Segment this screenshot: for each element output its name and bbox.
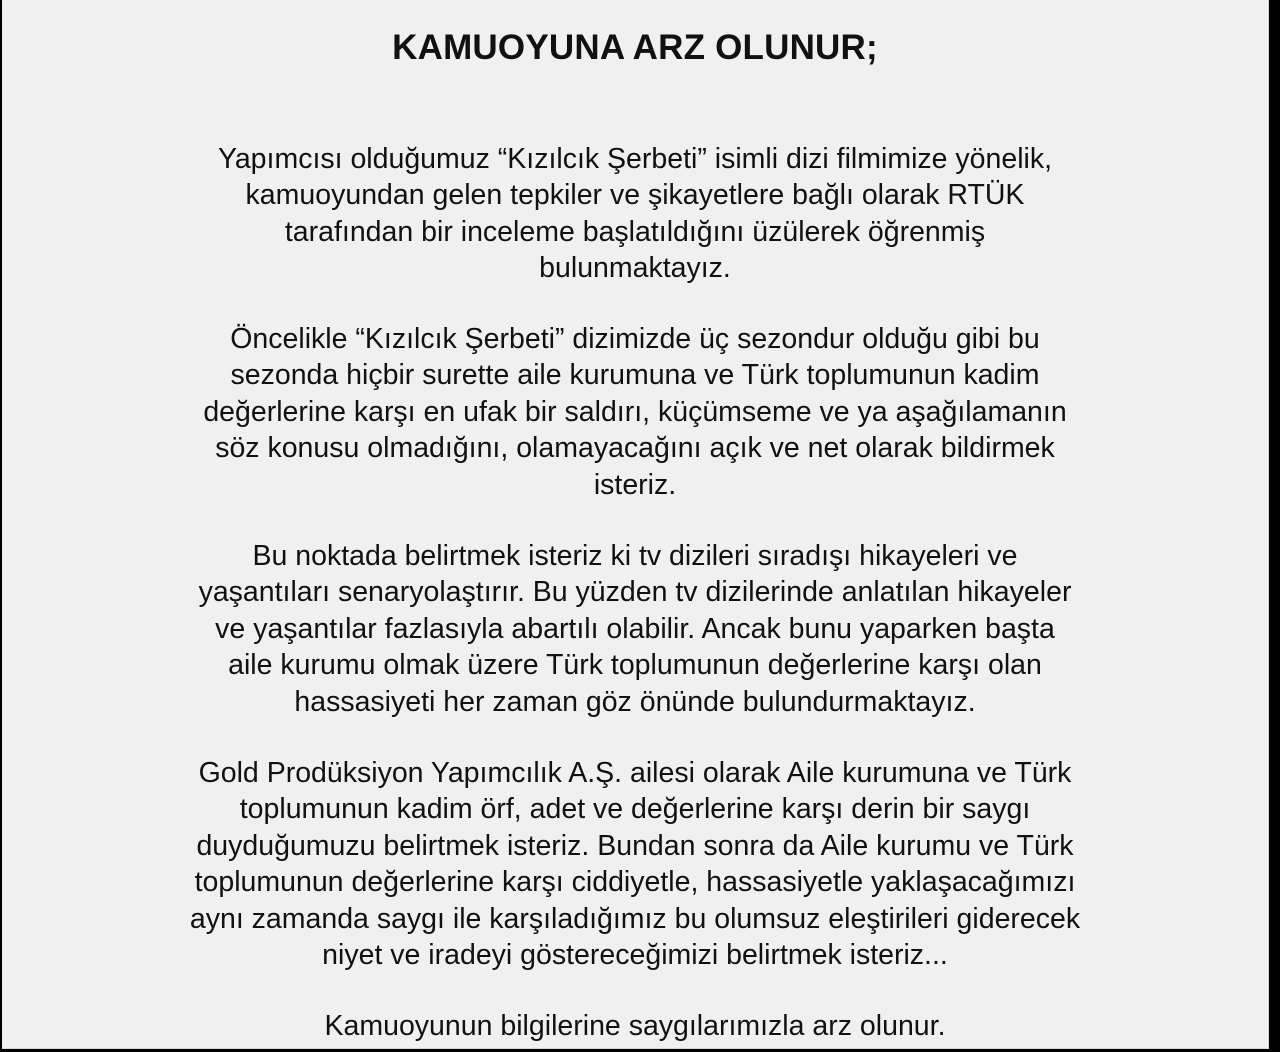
text-line: kamuoyundan gelen tepkiler ve şikayetlere bağlı olarak RTÜK bbox=[245, 179, 1025, 212]
text-line: yaşantıları senaryolaştırır. Bu yüzden tv dizilerinde anlatılan hikayeler bbox=[198, 576, 1072, 609]
statement-title: KAMUOYUNA ARZ OLUNUR; bbox=[392, 28, 878, 67]
paragraph-gold-produksiyon-respect bbox=[2, 755, 1268, 973]
text-line: Gold Prodüksiyon Yapımcılık A.Ş. ailesi olarak Aile kurumuna ve Türk bbox=[198, 757, 1072, 789]
text-line: söz konusu olmadığını, olamayacağını açık ve net olarak bildirmek bbox=[215, 432, 1055, 465]
text-line: aile kurumu olmak üzere Türk toplumunun değerlerine karşı olan bbox=[228, 649, 1042, 682]
text-line: ve yaşantılar fazlasıyla abartılı olabilir. Ancak bunu yaparken başta bbox=[215, 612, 1055, 645]
text-line: Yapımcısı olduğumuz “Kızılcık Şerbeti” isimli dizi filmimize yönelik, bbox=[217, 143, 1053, 175]
text-line: duyduğumuzu belirtmek isteriz. Bundan sonra da Aile kurumu ve Türk bbox=[196, 829, 1074, 862]
text-line: toplumunun kadim örf, adet ve değerlerine karşı derin bir saygı bbox=[239, 793, 1031, 826]
paragraph-tv-series-stories bbox=[2, 538, 1268, 720]
text-line: Bu noktada belirtmek isteriz ki tv dizileri sıradışı hikayeleri ve bbox=[252, 540, 1018, 572]
paragraph-closing bbox=[2, 1008, 1268, 1044]
paragraph-rtuk-investigation bbox=[2, 141, 1268, 287]
text-line: aynı zamanda saygı ile karşıladığımız bu olumsuz eleştirileri giderecek bbox=[189, 902, 1081, 935]
text-line: Kamuoyunun bilgilerine saygılarımızla arz olunur. bbox=[324, 1010, 946, 1042]
paragraph-no-attack-on-values bbox=[2, 321, 1268, 503]
press-statement-page bbox=[2, 0, 1269, 1049]
text-line: hassasiyeti her zaman göz önünde bulundurmaktayız. bbox=[294, 685, 976, 718]
text-line: değerlerine karşı en ufak bir saldırı, küçümseme ve ya aşağılamanın bbox=[203, 395, 1067, 428]
text-line: sezonda hiçbir surette aile kurumuna ve Türk toplumunun kadim bbox=[230, 359, 1040, 392]
text-line: isteriz. bbox=[593, 468, 677, 501]
text-line: Öncelikle “Kızılcık Şerbeti” dizimizde üç sezondur olduğu gibi bu bbox=[230, 323, 1040, 355]
text-line: tarafından bir inceleme başlatıldığını üzülerek öğrenmiş bbox=[284, 215, 986, 248]
text-line: toplumunun değerlerine karşı ciddiyetle, hassasiyetle yaklaşacağımızı bbox=[194, 866, 1076, 899]
text-line: niyet ve iradeyi göstereceğimizi belirtmek isteriz... bbox=[322, 939, 948, 972]
text-line: bulunmaktayız. bbox=[539, 252, 731, 285]
